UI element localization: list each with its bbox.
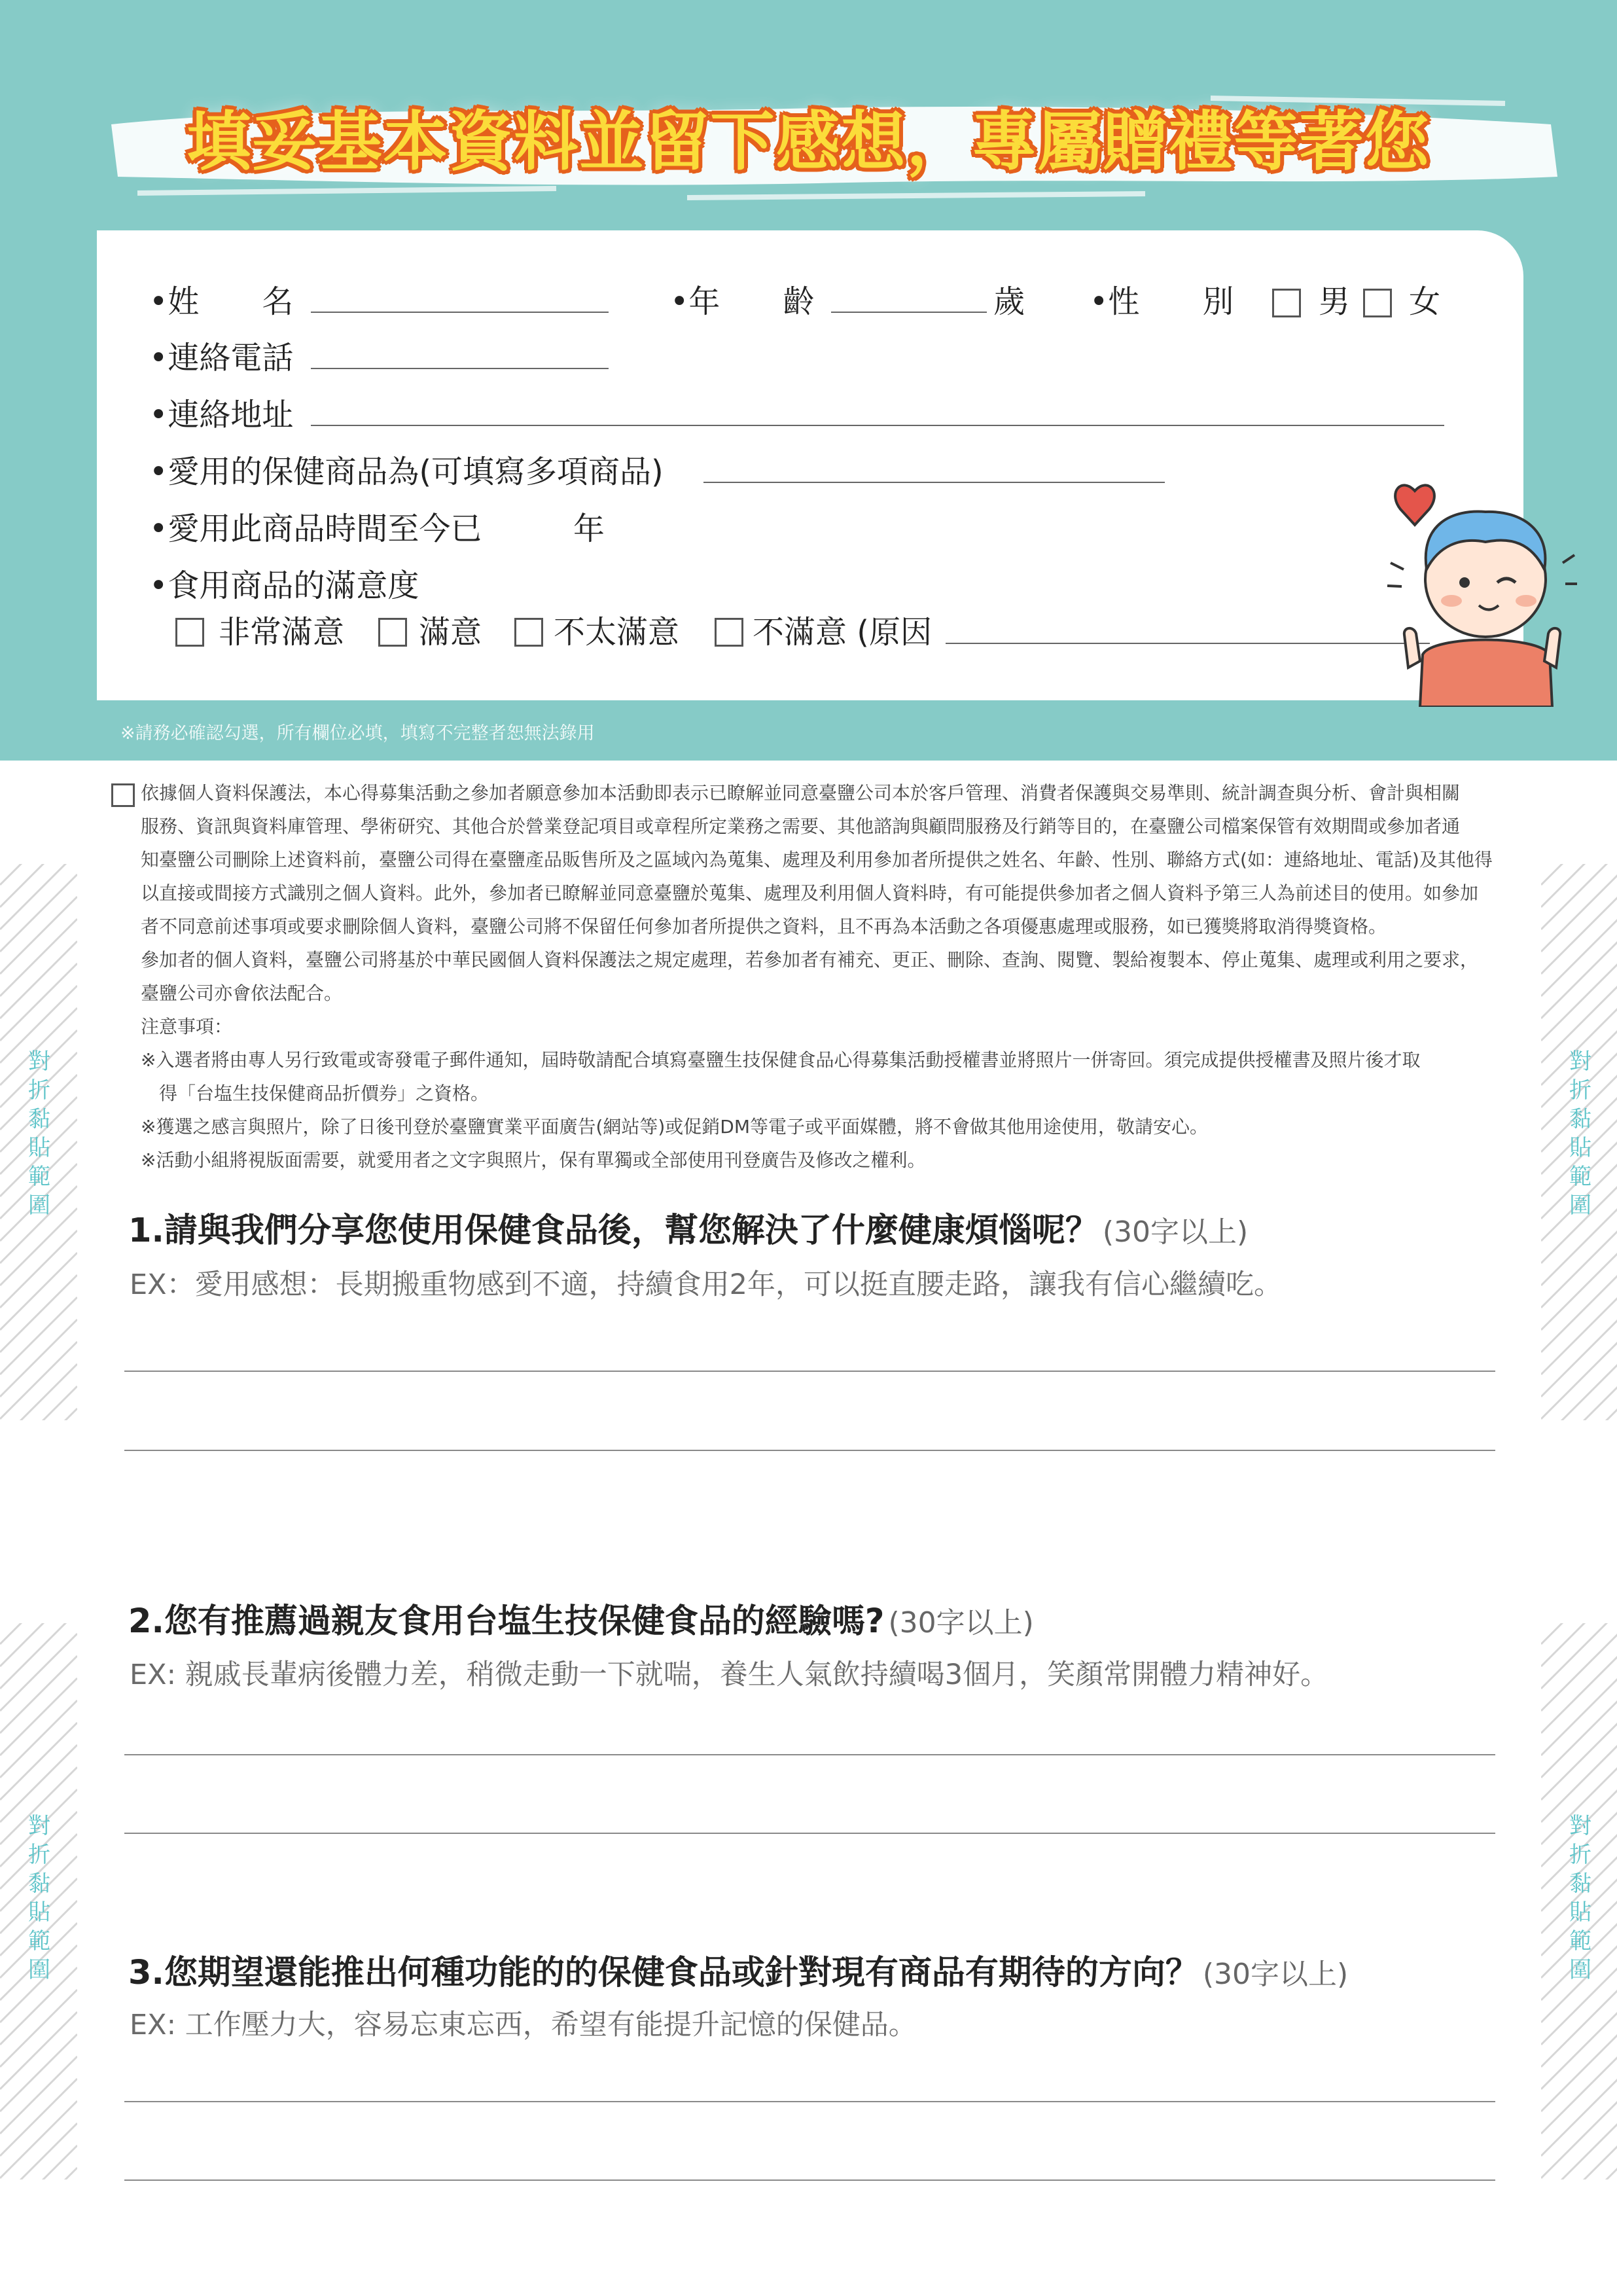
legal-line: 得「台塩生技保健商品折價券」之資格。 bbox=[141, 1083, 489, 1104]
phone-field[interactable] bbox=[311, 368, 609, 369]
legal-line: 臺鹽公司亦會依法配合。 bbox=[141, 982, 343, 1004]
privacy-consent-text bbox=[141, 776, 1502, 1177]
gender-male-checkbox[interactable] bbox=[1272, 289, 1301, 317]
legal-line: 參加者的個人資料，臺鹽公司將基於中華民國個人資料保護法之規定處理，若參加者有補充、更正、刪除、查詢、閱覽、製給複製本、停止蒐集、處理或利用之要求， bbox=[141, 949, 1479, 971]
question-2 bbox=[128, 1594, 1034, 1642]
satisfaction-option-satisfied-checkbox[interactable] bbox=[378, 618, 407, 647]
question-requirement: (30字以上) bbox=[1202, 1958, 1349, 1991]
legal-line: 服務、資訊與資料庫管理、學術研究、其他合於營業登記項目或章程所定業務之需要、其他諮詢與顧問服務及行銷等目的，在臺鹽公司檔案保管有效期間或參加者通 bbox=[141, 816, 1461, 837]
boy-thumbs-up-with-heart-icon bbox=[1381, 471, 1577, 707]
question-1-answer-line[interactable] bbox=[124, 1450, 1495, 1451]
question-2-answer-line[interactable] bbox=[124, 1754, 1495, 1755]
question-title: 3.您期望還能推出何種功能的的保健食品或針對現有商品有期待的方向？ bbox=[128, 1954, 1199, 1992]
name-label: •姓 名 bbox=[149, 283, 294, 320]
legal-line: ※獲選之感言與照片，除了日後刊登於臺鹽實業平面廣告(網站等)或促銷DM等電子或平面媒體，將不會做其他用途使用，敬請安心。 bbox=[141, 1116, 1209, 1138]
name-field[interactable] bbox=[311, 312, 609, 313]
question-requirement: (30字以上) bbox=[1102, 1215, 1249, 1249]
product-label: •愛用的保健商品為(可填寫多項商品) bbox=[149, 454, 664, 490]
age-label: •年 齡 bbox=[670, 283, 815, 320]
legal-line: 知臺鹽公司刪除上述資料前，臺鹽公司得在臺鹽產品販售所及之區域內為蒐集、處理及利用參加者所提供之姓名、年齡、性別、聯絡方式(如：連絡地址、電話)及其他得 bbox=[141, 849, 1493, 870]
question-requirement: (30字以上) bbox=[888, 1606, 1034, 1640]
gender-female-label: 女 bbox=[1409, 283, 1441, 320]
fold-glue-label-right-top: 對 折 黏 貼 範 圍 bbox=[1569, 1049, 1591, 1219]
gender-female-checkbox[interactable] bbox=[1363, 289, 1392, 317]
phone-label: •連絡電話 bbox=[149, 340, 294, 376]
fold-glue-label-right-bottom: 對 折 黏 貼 範 圍 bbox=[1569, 1813, 1591, 1983]
satisfaction-option-very-satisfied-checkbox[interactable] bbox=[175, 618, 204, 647]
legal-line: ※入選者將由專人另行致電或寄發電子郵件通知，屆時敬請配合填寫臺鹽生技保健食品心得募集活動授權書並將照片一併寄回。須完成提供授權書及照片後才取 bbox=[141, 1049, 1421, 1071]
age-unit: 歲 bbox=[993, 283, 1025, 320]
question-title: 1.請與我們分享您使用保健食品後，幫您解決了什麼健康煩惱呢？ bbox=[128, 1211, 1099, 1250]
question-3-answer-line[interactable] bbox=[124, 2179, 1495, 2181]
page-title: 填妥基本資料並留下感想，專屬贈禮等著您 bbox=[187, 104, 1430, 179]
legal-line: 者不同意前述事項或要求刪除個人資料，臺鹽公司將不保留任何參加者所提供之資料，且不再為本活動之各項優惠處理或服務，如已獲獎將取消得獎資格。 bbox=[141, 916, 1387, 937]
reason-field[interactable] bbox=[946, 643, 1430, 644]
question-1-answer-line[interactable] bbox=[124, 1371, 1495, 1372]
satisfaction-option-label: 滿意 bbox=[419, 614, 482, 651]
question-3 bbox=[128, 1945, 1348, 1994]
address-field[interactable] bbox=[311, 425, 1444, 426]
gender-male-label: 男 bbox=[1319, 283, 1351, 320]
satisfaction-option-label: 非常滿意 bbox=[219, 614, 345, 651]
legal-line: 依據個人資料保護法，本心得募集活動之參加者願意參加本活動即表示已瞭解並同意臺鹽公司本於客戶管理、消費者保護與交易準則、統計調查與分析、會計與相關 bbox=[141, 782, 1461, 804]
product-field[interactable] bbox=[703, 482, 1165, 483]
required-fields-note: ※請務必確認勾選，所有欄位必填，填寫不完整者恕無法錄用 bbox=[120, 723, 595, 744]
legal-line: 注意事項： bbox=[141, 1016, 233, 1037]
satisfaction-label: •食用商品的滿意度 bbox=[149, 567, 419, 604]
gender-label: •性 別 bbox=[1090, 283, 1234, 320]
duration-label: •愛用此商品時間至今已 bbox=[149, 511, 482, 547]
duration-unit: 年 bbox=[573, 511, 605, 547]
address-label: •連絡地址 bbox=[149, 397, 294, 433]
fold-glue-label-left-bottom: 對 折 黏 貼 範 圍 bbox=[28, 1813, 50, 1983]
question-3-answer-line[interactable] bbox=[124, 2101, 1495, 2102]
question-2-answer-line[interactable] bbox=[124, 1833, 1495, 1834]
satisfaction-option-label: 不太滿意 bbox=[554, 614, 680, 651]
satisfaction-option-label: 不滿意 (原因 bbox=[753, 614, 932, 651]
question-3-example: EX: 工作壓力大，容易忘東忘西，希望有能提升記憶的保健品。 bbox=[130, 2009, 917, 2041]
question-title: 2.您有推薦過親友食用台塩生技保健食品的經驗嗎? bbox=[128, 1602, 885, 1641]
question-1-example: EX：愛用感想：長期搬重物感到不適，持續食用2年，可以挺直腰走路，讓我有信心繼續吃。 bbox=[130, 1268, 1282, 1301]
question-2-example: EX: 親戚長輩病後體力差，稍微走動一下就喘，養生人氣飲持續喝3個月，笑顏常開體力精神好。 bbox=[130, 1659, 1329, 1691]
satisfaction-option-not-very-satisfied-checkbox[interactable] bbox=[514, 618, 543, 647]
legal-line: ※活動小組將視版面需要，就愛用者之文字與照片，保有單獨或全部使用刊登廣告及修改之權利。 bbox=[141, 1149, 926, 1171]
question-1 bbox=[128, 1203, 1248, 1251]
consent-checkbox[interactable] bbox=[111, 783, 135, 807]
legal-line: 以直接或間接方式識別之個人資料。此外，參加者已瞭解並同意臺鹽於蒐集、處理及利用個人資料時，有可能提供參加者之個人資料予第三人為前述目的使用。如參加 bbox=[141, 882, 1479, 904]
satisfaction-option-unsatisfied-checkbox[interactable] bbox=[715, 618, 743, 647]
age-field[interactable] bbox=[831, 312, 987, 313]
fold-glue-label-left-top: 對 折 黏 貼 範 圍 bbox=[28, 1049, 50, 1219]
